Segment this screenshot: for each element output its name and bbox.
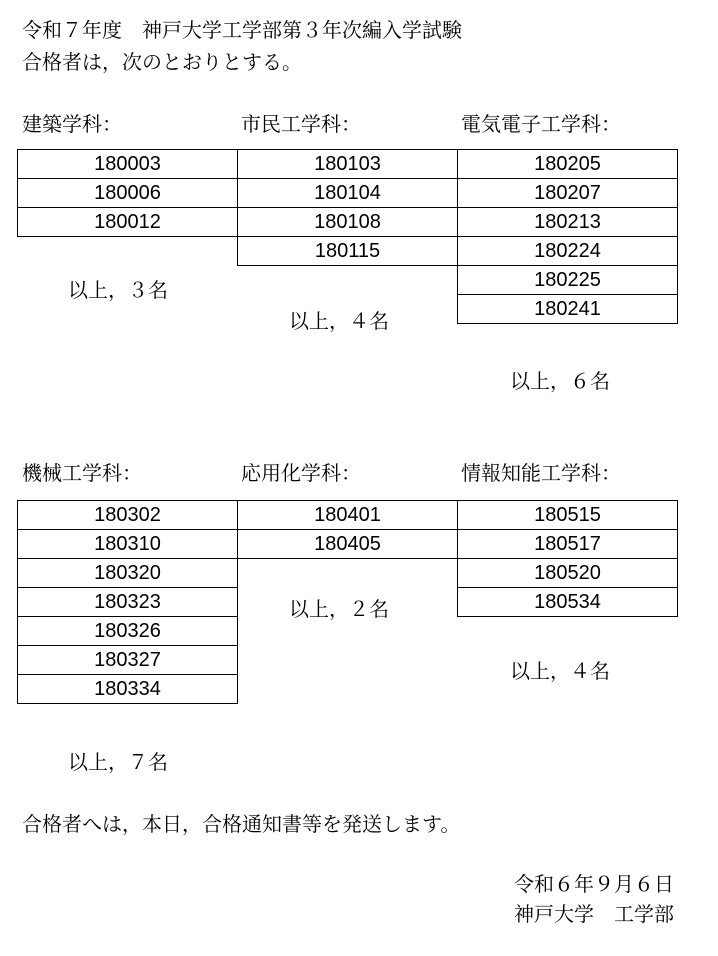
exam-number: 180003 <box>18 150 238 179</box>
count-mechanical: 以上，７名 <box>68 750 168 774</box>
dept-label-applied-chemistry: 応用化学科： <box>241 461 361 485</box>
exam-number: 180108 <box>238 208 458 237</box>
dept-label-information: 情報知能工学科： <box>461 461 621 485</box>
count-architecture: 以上，３名 <box>68 278 168 302</box>
exam-number: 180310 <box>18 530 238 559</box>
table-row <box>458 559 678 588</box>
dept-label-electrical: 電気電子工学科： <box>461 112 621 136</box>
table-row <box>238 208 458 237</box>
table-row <box>18 208 238 237</box>
count-civil: 以上，４名 <box>289 309 389 333</box>
count-electrical: 以上，６名 <box>510 369 610 393</box>
table-electrical <box>457 149 678 324</box>
table-row <box>458 150 678 179</box>
table-mechanical <box>17 500 238 704</box>
document-title: 令和７年度 神戸大学工学部第３年次編入学試験 <box>22 18 462 42</box>
exam-number: 180515 <box>458 501 678 530</box>
exam-number: 180405 <box>238 530 458 559</box>
exam-number: 180104 <box>238 179 458 208</box>
exam-number: 180520 <box>458 559 678 588</box>
dept-label-architecture: 建築学科： <box>22 112 122 136</box>
table-row <box>238 530 458 559</box>
exam-number: 180225 <box>458 266 678 295</box>
count-information: 以上，４名 <box>510 659 610 683</box>
table-row <box>18 646 238 675</box>
table-civil <box>237 149 458 266</box>
exam-number: 180205 <box>458 150 678 179</box>
table-row <box>458 266 678 295</box>
table-architecture <box>17 149 238 237</box>
table-row <box>238 150 458 179</box>
exam-number: 180012 <box>18 208 238 237</box>
table-row <box>458 295 678 324</box>
table-row <box>458 179 678 208</box>
exam-number: 180326 <box>18 617 238 646</box>
table-row <box>18 150 238 179</box>
table-row <box>18 617 238 646</box>
dept-label-civil: 市民工学科： <box>241 112 361 136</box>
exam-number: 180302 <box>18 501 238 530</box>
table-row <box>458 588 678 617</box>
exam-number: 180115 <box>238 237 458 266</box>
exam-number: 180006 <box>18 179 238 208</box>
exam-number: 180241 <box>458 295 678 324</box>
exam-number: 180213 <box>458 208 678 237</box>
table-row <box>18 530 238 559</box>
table-row <box>18 501 238 530</box>
exam-number: 180224 <box>458 237 678 266</box>
issuer: 神戸大学 工学部 <box>514 902 674 926</box>
table-row <box>238 501 458 530</box>
issue-date: 令和６年９月６日 <box>514 872 674 896</box>
exam-number: 180401 <box>238 501 458 530</box>
exam-number: 180327 <box>18 646 238 675</box>
exam-number: 180517 <box>458 530 678 559</box>
exam-number: 180320 <box>18 559 238 588</box>
dept-label-mechanical: 機械工学科： <box>22 461 142 485</box>
table-row <box>18 559 238 588</box>
table-row <box>458 237 678 266</box>
table-row <box>18 588 238 617</box>
table-row <box>238 179 458 208</box>
exam-number: 180534 <box>458 588 678 617</box>
table-row <box>238 237 458 266</box>
table-row <box>458 530 678 559</box>
notice-text: 合格者へは，本日，合格通知書等を発送します。 <box>22 812 461 836</box>
table-applied-chemistry <box>237 500 458 559</box>
count-applied-chemistry: 以上，２名 <box>289 597 389 621</box>
table-row <box>18 179 238 208</box>
exam-number: 180207 <box>458 179 678 208</box>
table-row <box>458 501 678 530</box>
table-row <box>18 675 238 704</box>
exam-number: 180323 <box>18 588 238 617</box>
document-subtitle: 合格者は，次のとおりとする。 <box>22 50 302 74</box>
table-information <box>457 500 678 617</box>
table-row <box>458 208 678 237</box>
exam-number: 180334 <box>18 675 238 704</box>
exam-number: 180103 <box>238 150 458 179</box>
